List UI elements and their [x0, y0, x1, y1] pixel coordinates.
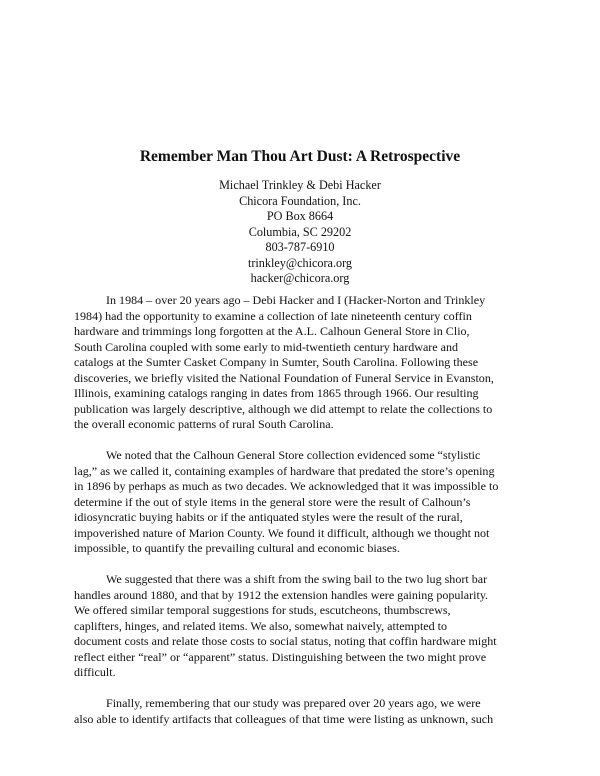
- email-hacker: hacker@chicora.org: [250, 271, 350, 285]
- text-line: reflect either “real” or “apparent” status. Distinguishing between the two might prove: [74, 649, 487, 664]
- text-line: determine if the out of style items in the general store were the result of Calhoun’s: [74, 494, 471, 509]
- text-line: idiosyncratic buying habits or if the antiquated styles were the result of the rural,: [74, 510, 463, 524]
- author-block: [0, 178, 600, 287]
- organization: Chicora Foundation, Inc.: [239, 193, 361, 208]
- text-line: handles around 1880, and that by 1912 the extension handles were gaining popularity.: [74, 587, 489, 602]
- city-state-zip: Columbia, SC 29202: [248, 224, 352, 239]
- text-line: In 1984 – over 20 years ago – Debi Hacker and I (Hacker-Norton and Trinkley: [106, 293, 486, 307]
- text-line: Illinois, examining catalogs ranging in dates from 1865 through 1966. Our resulting: [74, 386, 479, 400]
- text-line: 1984) had the opportunity to examine a collection of late nineteenth century coffin: [74, 308, 472, 323]
- paragraph-2: [74, 448, 534, 557]
- body-text: [74, 293, 534, 743]
- text-line: We offered similar temporal suggestions for studs, escutcheons, thumbscrews,: [74, 603, 451, 617]
- text-line: We noted that the Calhoun General Store collection evidenced some “stylistic: [106, 448, 481, 462]
- text-line: lag,” as we called it, containing examples of hardware that predated the store’s opening: [74, 463, 495, 478]
- phone: 803-787-6910: [265, 240, 335, 254]
- paragraph-1: [74, 293, 534, 433]
- text-line: catalogs at the Sumter Casket Company in Sumter, South Carolina. Following these: [74, 355, 479, 369]
- text-line: impossible, to quantify the prevailing cultural and economic biases.: [74, 541, 400, 555]
- text-line: also able to identify artifacts that colleagues of that time were listing as unknown, such: [74, 711, 494, 726]
- text-line: document costs and relate those costs to social status, noting that coffin hardware might: [74, 634, 497, 648]
- text-line: South Carolina coupled with some early to mid-twentieth century hardware and: [74, 339, 459, 354]
- text-line: We suggested that there was a shift from the swing bail to the two lug short bar: [106, 572, 488, 586]
- text-line: Finally, remembering that our study was prepared over 20 years ago, we were: [106, 696, 481, 710]
- text-line: impoverished nature of Marion County. We found it difficult, although we thought not: [74, 525, 490, 540]
- text-line: hardware and trimmings long forgotten at the A.L. Calhoun General Store in Clio,: [74, 324, 470, 338]
- text-line: caplifters, hinges, and related items. We also, somewhat naively, attempted to: [74, 618, 448, 633]
- author-names: Michael Trinkley & Debi Hacker: [219, 178, 381, 192]
- paper-title: Remember Man Thou Art Dust: A Retrospective: [139, 148, 461, 165]
- text-line: discoveries, we briefly visited the National Foundation of Funeral Service in Evanston,: [74, 370, 494, 385]
- text-line: publication was largely descriptive, although we did attempt to relate the collections to: [74, 401, 493, 416]
- paragraph-4: [74, 696, 534, 727]
- text-line: in 1896 by perhaps as much as two decades. We acknowledged that it was impossible to: [74, 479, 499, 493]
- paragraph-3: [74, 572, 534, 681]
- email-trinkley: trinkley@chicora.org: [247, 255, 353, 270]
- text-line: difficult.: [74, 665, 116, 679]
- text-line: the overall economic patterns of rural South Carolina.: [74, 417, 334, 431]
- po-box: PO Box 8664: [266, 209, 334, 223]
